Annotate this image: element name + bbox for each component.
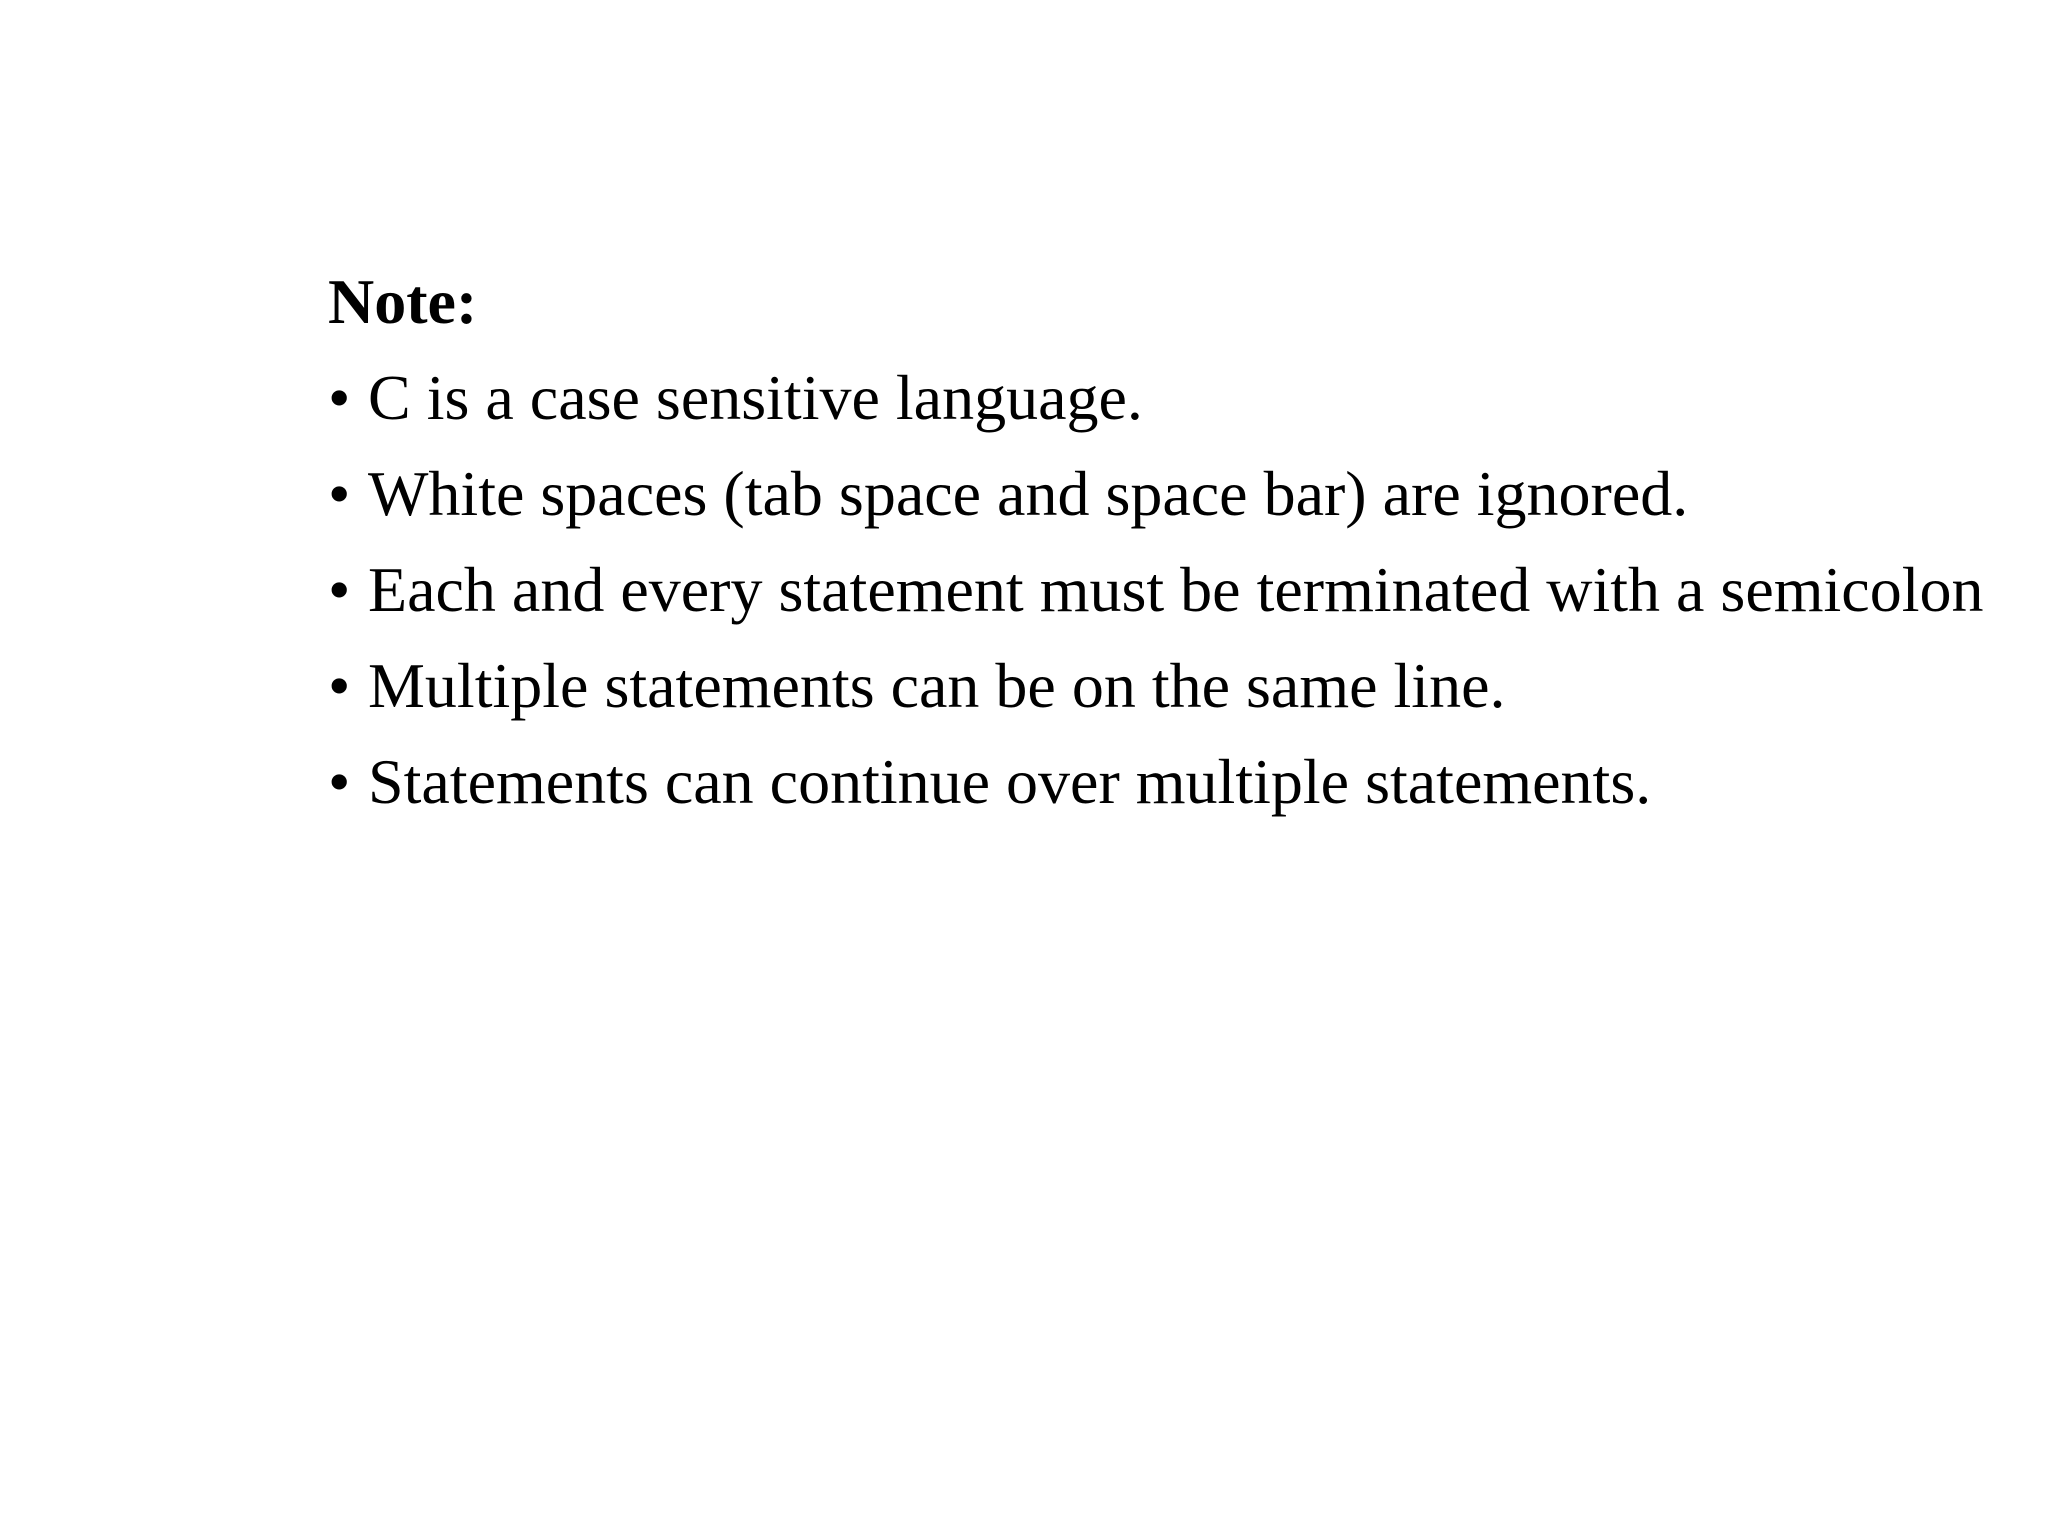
list-item bbox=[328, 646, 1983, 726]
note-bullet-list bbox=[328, 358, 1983, 822]
bullet-icon: • bbox=[328, 458, 351, 529]
list-item-text: Multiple statements can be on the same line. bbox=[368, 650, 1506, 721]
list-item-text: Each and every statement must be terminated with a semicolon bbox=[368, 554, 1984, 625]
bullet-icon: • bbox=[328, 362, 351, 433]
list-item bbox=[328, 742, 1983, 822]
list-item-text: Statements can continue over multiple statements. bbox=[368, 746, 1652, 817]
bullet-icon: • bbox=[328, 746, 351, 817]
bullet-icon: • bbox=[328, 554, 351, 625]
note-heading: Note: bbox=[328, 266, 478, 337]
list-item bbox=[328, 358, 1983, 438]
list-item bbox=[328, 454, 1983, 534]
list-item-text: C is a case sensitive language. bbox=[368, 362, 1143, 433]
bullet-icon: • bbox=[328, 650, 351, 721]
list-item-text: White spaces (tab space and space bar) are ignored. bbox=[368, 458, 1689, 529]
note-section bbox=[328, 262, 1983, 838]
list-item bbox=[328, 550, 1983, 630]
